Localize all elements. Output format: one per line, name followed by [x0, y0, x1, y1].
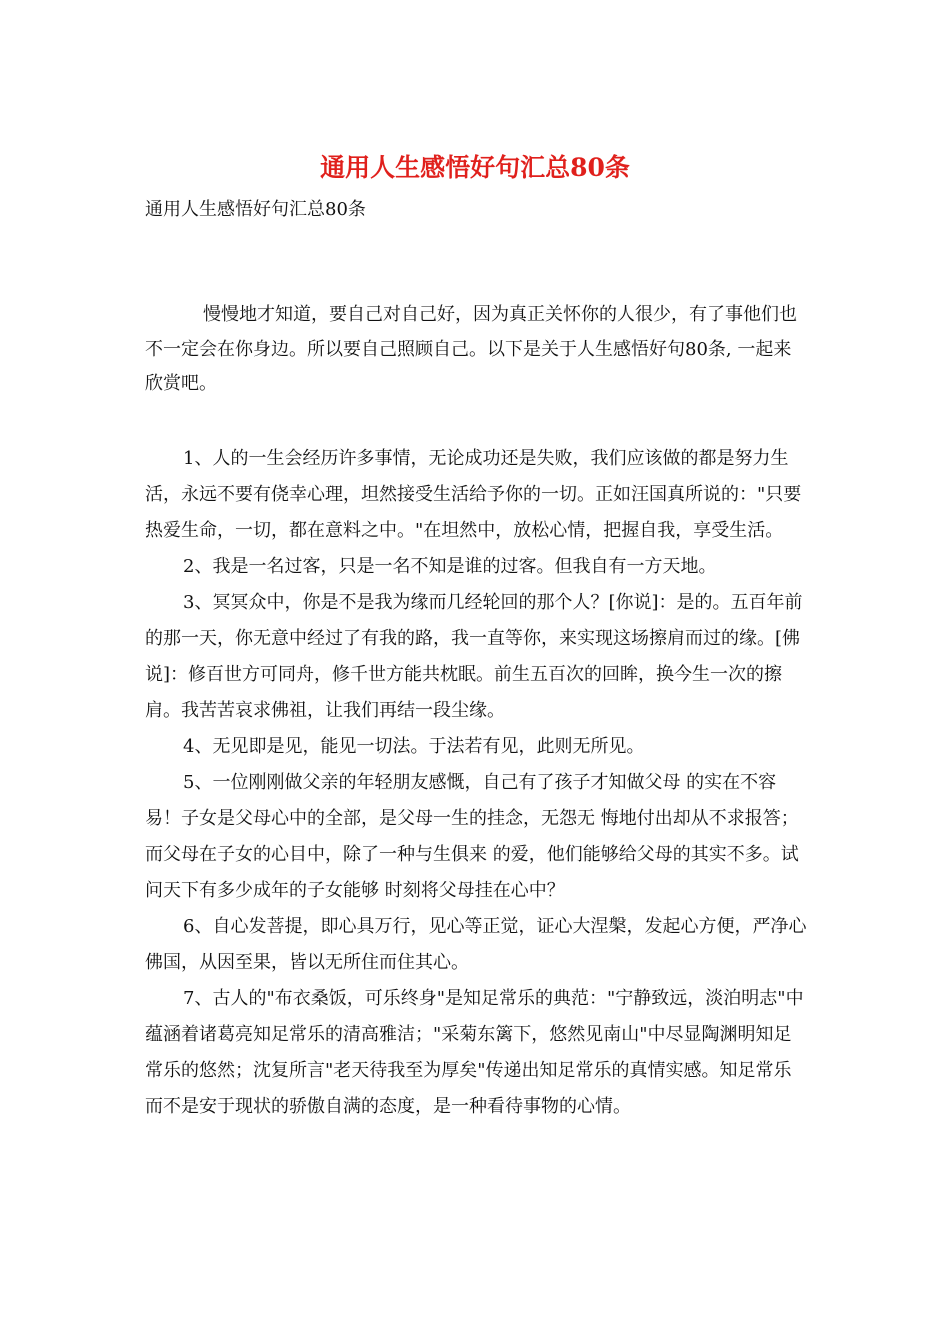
quote-list [145, 441, 807, 1125]
document-title: 通用人生感悟好句汇总80条 [320, 153, 630, 182]
quote-item: 1、人的一生会经历许多事情，无论成功还是失败，我们应该做的都是努力生活，永远不要有侥幸心理，坦然接受生活给予你的一切。正如汪国真所说的："只要热爱生命，一切，都在意料之中。"在坦然中，放松心情，把握自我，享受生活。 [145, 448, 802, 541]
quote-item: 4、无见即是见，能见一切法。于法若有见，此则无所见。 [183, 736, 645, 757]
intro-paragraph: 慢慢地才知道，要自己对自己好，因为真正关怀你的人很少，有了事他们也不一定会在你身边。所以要自己照顾自己。以下是关于人生感悟好句80条, 一起来欣赏吧。 [145, 304, 797, 394]
quote-item: 2、我是一名过客，只是一名不知是谁的过客。但我自有一方天地。 [183, 556, 717, 577]
quote-item: 3、冥冥众中，你是不是我为缘而几经轮回的那个人？[你说]：是的。五百年前的那一天，你无意中经过了有我的路，我一直等你，来实现这场擦肩而过的缘。[佛说]：修百世方可同舟，修千世方能共枕眠。前生五百次的回眸，换今生一次的擦肩。我苦苦哀求佛祖，让我们再结一段尘缘。 [145, 592, 803, 721]
quote-item: 6、自心发菩提，即心具万行，见心等正觉，证心大涅槃，发起心方便，严净心佛国，从因至果，皆以无所住而住其心。 [145, 916, 807, 973]
document-subtitle: 通用人生感悟好句汇总80条 [145, 199, 366, 220]
quote-item: 5、一位刚刚做父亲的年轻朋友感慨，自己有了孩子才知做父母 的实在不容易！子女是父母心中的全部，是父母一生的挂念，无怨无 悔地付出却从不求报答；而父母在子女的心目中，除了一种与生俱来 的爱，他们能够给父母的其实不多。试问天下有多少成年的子女能够 时刻将父母挂在心中？ [145, 772, 799, 901]
quote-item: 7、古人的"布衣桑饭，可乐终身"是知足常乐的典范："宁静致远，淡泊明志"中蕴涵着诸葛亮知足常乐的清高雅洁；"采菊东篱下，悠然见南山"中尽显陶渊明知足常乐的悠然；沈复所言"老天待我至为厚矣"传递出知足常乐的真情实感。知足常乐而不是安于现状的骄傲自满的态度，是一种看待事物的心情。 [145, 988, 804, 1117]
